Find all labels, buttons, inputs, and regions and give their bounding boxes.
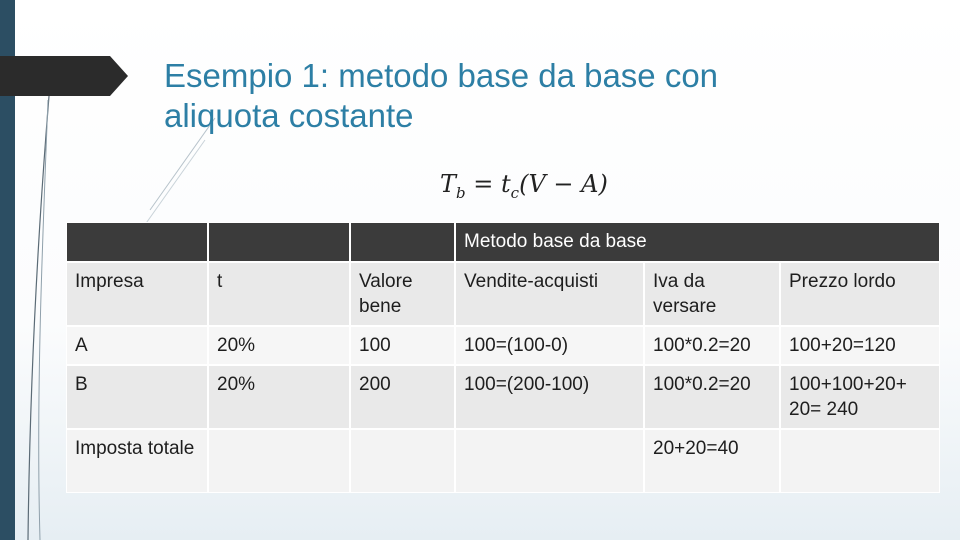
table-cell: 20%: [208, 365, 350, 429]
table-cell: Imposta totale: [66, 429, 208, 493]
table-cell: 200: [350, 365, 455, 429]
table-cell: 100=(200-100): [455, 365, 644, 429]
column-header: Iva da versare: [644, 262, 780, 326]
table-cell: A: [66, 326, 208, 365]
table-cell: 20+20=40: [644, 429, 780, 493]
header-cell: [350, 222, 455, 262]
table-cell: [780, 429, 940, 493]
data-table: [66, 222, 940, 493]
column-header: Prezzo lordo: [780, 262, 940, 326]
column-header-row: [66, 262, 940, 326]
table-cell: B: [66, 365, 208, 429]
table-cell: 100=(100-0): [455, 326, 644, 365]
header-cell: [66, 222, 208, 262]
table-cell: [350, 429, 455, 493]
header-cell: [208, 222, 350, 262]
table-cell: 100+20=120: [780, 326, 940, 365]
column-header: Impresa: [66, 262, 208, 326]
table-cell: [208, 429, 350, 493]
table-cell: 100*0.2=20: [644, 365, 780, 429]
table-cell: [455, 429, 644, 493]
column-header: Vendite-acquisti: [455, 262, 644, 326]
table-cell: 100*0.2=20: [644, 326, 780, 365]
table-cell: 20%: [208, 326, 350, 365]
column-header: t: [208, 262, 350, 326]
group-header-cell: Metodo base da base: [455, 222, 940, 262]
table-row: [66, 429, 940, 493]
group-header-row: [66, 222, 940, 262]
table-cell: 100+100+20+ 20= 240: [780, 365, 940, 429]
column-header: Valore bene: [350, 262, 455, 326]
table-row: [66, 326, 940, 365]
table-cell: 100: [350, 326, 455, 365]
formula: $T_b = t_c(V - A)$: [440, 170, 608, 202]
slide-title: Esempio 1: metodo base da base con aliquota costante: [164, 57, 719, 134]
title-arrow-shape: [0, 56, 128, 96]
table-row: [66, 365, 940, 429]
